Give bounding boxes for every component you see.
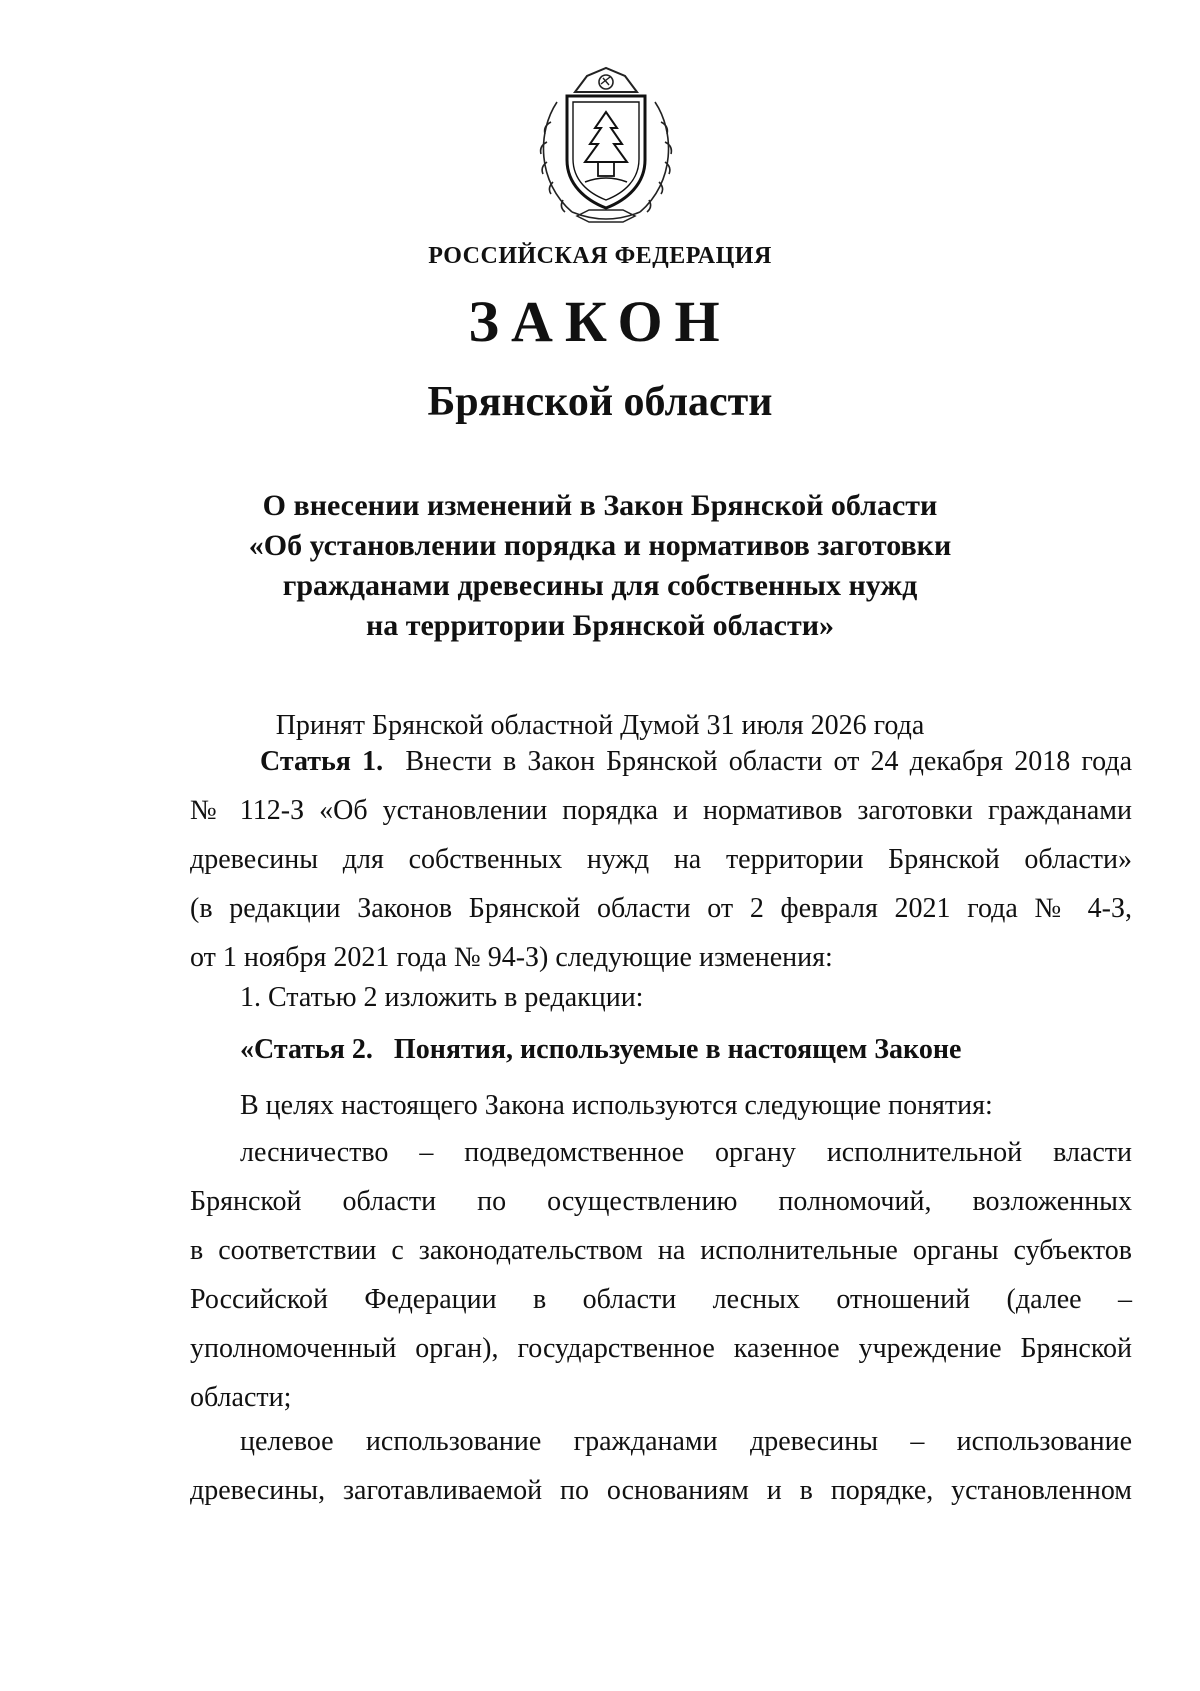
definition-line: целевое использование гражданами древесины – использование — [240, 1426, 1132, 1457]
bryansk-coat-of-arms-emblem — [527, 62, 685, 228]
article-1-line: Статья 1. Внести в Закон Брянской области от 24 декабря 2018 года — [260, 746, 1132, 777]
law-title-line: гражданами древесины для собственных нужд — [282, 569, 918, 602]
article-1-line: древесины для собственных нужд на территории Брянской области» — [190, 844, 1132, 875]
definition-forestry — [190, 1128, 1132, 1422]
definition-line: уполномоченный орган), государственное казенное учреждение Брянской — [190, 1333, 1132, 1364]
definition-line: области; — [190, 1382, 292, 1413]
definition-line: Российской Федерации в области лесных отношений (далее – — [190, 1284, 1132, 1315]
article-1-line: от 1 ноября 2021 года № 94-З) следующие изменения: — [190, 942, 833, 973]
country-name: РОССИЙСКАЯ ФЕДЕРАЦИЯ — [428, 243, 772, 269]
law-title — [0, 486, 1200, 646]
law-title-line: на территории Брянской области» — [365, 609, 835, 642]
definition-line: древесины, заготавливаемой по основаниям и в порядке, установленном — [190, 1475, 1132, 1506]
document-type-heading: ЗАКОН — [468, 289, 732, 354]
law-title-line: «Об установлении порядка и нормативов заготовки — [248, 529, 952, 562]
article-1 — [190, 737, 1132, 982]
article-1-line: № 112-З «Об установлении порядка и нормативов заготовки гражданами — [190, 795, 1132, 826]
definition-line: в соответствии с законодательством на исполнительные органы субъектов — [190, 1235, 1132, 1266]
law-title-line: О внесении изменений в Закон Брянской области — [262, 489, 938, 522]
definition-line: лесничество – подведомственное органу исполнительной власти — [240, 1137, 1132, 1168]
definition-targeted-use — [190, 1417, 1132, 1515]
article-2-heading: «Статья 2. Понятия, используемые в настоящем Законе — [240, 1034, 962, 1065]
amendment-item-1: 1. Статью 2 изложить в редакции: — [240, 982, 644, 1013]
article-1-line: (в редакции Законов Брянской области от 2 февраля 2021 года № 4-З, — [190, 893, 1132, 924]
adoption-statement: Принят Брянской областной Думой 31 июля 2026 года — [275, 710, 925, 741]
definition-line: Брянской области по осуществлению полномочий, возложенных — [190, 1186, 1132, 1217]
article-1-label: Статья 1. — [260, 746, 384, 777]
article-2-intro: В целях настоящего Закона используются следующие понятия: — [240, 1090, 993, 1121]
region-name: Брянской области — [427, 379, 773, 425]
